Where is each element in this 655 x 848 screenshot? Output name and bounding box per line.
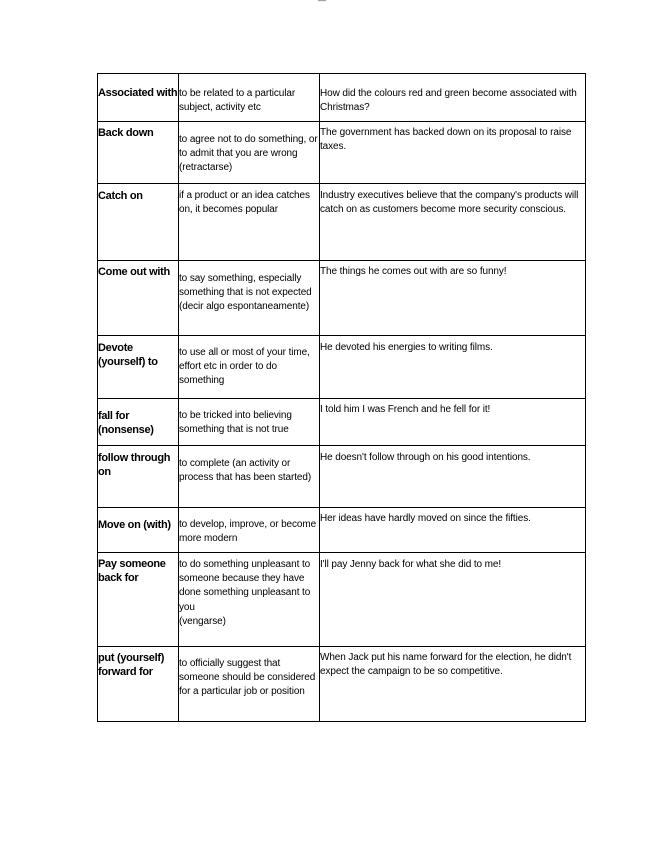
definition-cell [179,336,320,399]
definition-cell [179,553,320,647]
term-text: Move on (with) [98,519,171,531]
example-cell [320,261,586,336]
definition-text: to do something unpleasant to someone because they have done something unpleasant to you (vengarse) [179,559,311,627]
example-cell [320,508,586,553]
term-text: Catch on [98,190,143,202]
definition-text: if a product or an idea catches on, it becomes popular [179,190,310,216]
table-row [98,647,586,722]
example-text: I told him I was French and he fell for it! [320,404,491,415]
table-row [98,446,586,508]
table-row [98,261,586,336]
term-text: Pay someone back for [98,558,166,584]
table-row [98,508,586,553]
definition-text: to agree not to do something, or to admit that you are wrong (retractarse) [179,134,318,174]
term-cell [98,647,179,722]
example-cell [320,336,586,399]
example-cell [320,647,586,722]
definition-cell [179,261,320,336]
table-row [98,336,586,399]
definition-cell [179,184,320,261]
example-text: He doesn't follow through on his good intentions. [320,452,531,463]
definition-cell [179,508,320,553]
example-text: When Jack put his name forward for the election, he didn't expect the campaign to be so competitive. [320,652,572,677]
term-text: follow through on [98,452,171,478]
example-cell [320,446,586,508]
definition-cell [179,647,320,722]
example-text: The things he comes out with are so funny! [320,266,507,277]
page-header-mark: — [318,0,326,5]
example-text: The government has backed down on its proposal to raise taxes. [320,127,572,152]
term-text: put (yourself) forward for [98,652,165,678]
example-cell [320,399,586,446]
example-text: He devoted his energies to writing films. [320,342,493,353]
term-cell [98,399,179,446]
table-row [98,74,586,122]
term-cell [98,74,179,122]
term-cell [98,553,179,647]
example-cell [320,553,586,647]
phrasal-verbs-table [97,73,586,722]
definition-cell [179,399,320,446]
definition-cell [179,74,320,122]
term-cell [98,122,179,184]
term-cell [98,508,179,553]
definition-text: to say something, especially something that is not expected (decir algo espontaneamente) [179,273,312,313]
example-text: How did the colours red and green become associated with Christmas? [320,88,577,113]
table-row [98,122,586,184]
term-text: Come out with [98,266,170,278]
definition-text: to develop, improve, or become more modern [179,519,317,545]
definition-cell [179,446,320,508]
example-cell [320,74,586,122]
term-cell [98,261,179,336]
table-row [98,553,586,647]
term-cell [98,184,179,261]
definition-cell [179,122,320,184]
definition-text: to be tricked into believing something that is not true [179,410,292,436]
definition-text: to complete (an activity or process that has been started) [179,458,312,484]
table-row [98,399,586,446]
term-text: Back down [98,127,154,139]
term-text: Devote (yourself) to [98,342,158,368]
term-text: fall for (nonsense) [98,410,154,436]
example-text: I'll pay Jenny back for what she did to me! [320,559,502,570]
table-row [98,184,586,261]
definition-text: to officially suggest that someone should be considered for a particular job or position [179,658,316,698]
example-cell [320,184,586,261]
example-text: Industry executives believe that the company's products will catch on as customers become more security conscious. [320,190,579,215]
example-text: Her ideas have hardly moved on since the fifties. [320,513,531,524]
term-cell [98,446,179,508]
definition-text: to use all or most of your time, effort etc in order to do something [179,347,310,387]
term-text: Associated with [98,87,178,99]
definition-text: to be related to a particular subject, activity etc [179,88,296,114]
term-cell [98,336,179,399]
example-cell [320,122,586,184]
